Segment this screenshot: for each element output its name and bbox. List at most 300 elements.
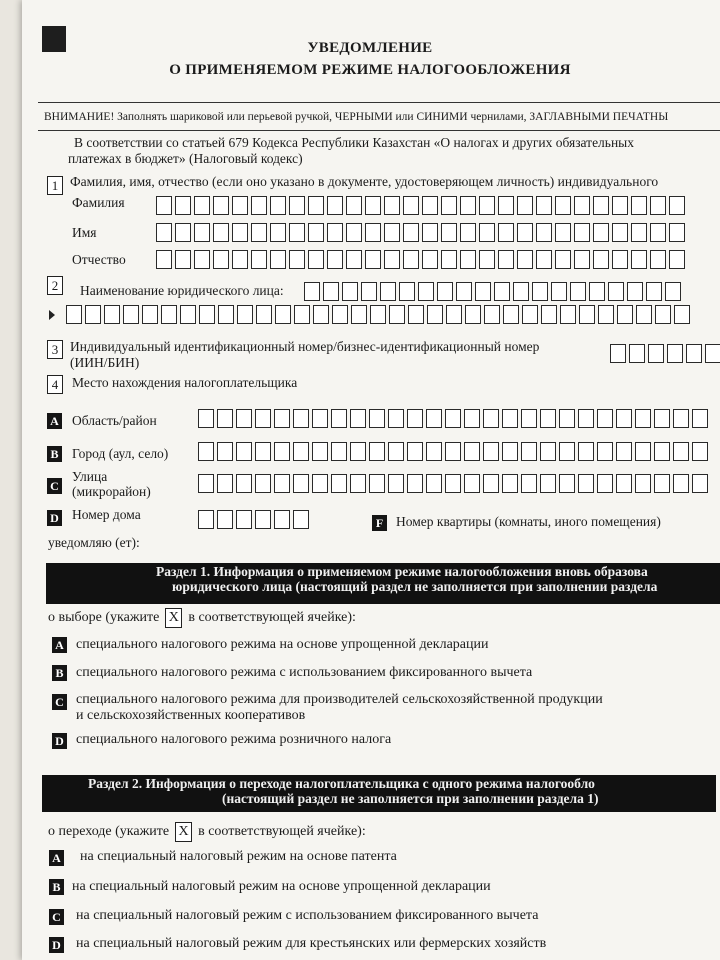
house-number-input[interactable] — [198, 510, 309, 529]
character-cell[interactable] — [304, 282, 320, 301]
character-cell[interactable] — [570, 282, 586, 301]
character-cell[interactable] — [502, 442, 518, 461]
legal-entity-input-line1[interactable] — [304, 282, 681, 301]
character-cell[interactable] — [498, 196, 514, 215]
choice-text-after: в соответствующей ячейке): — [188, 610, 356, 626]
character-cell[interactable] — [437, 282, 453, 301]
character-cell[interactable] — [441, 196, 457, 215]
character-cell[interactable] — [612, 196, 628, 215]
character-cell[interactable] — [331, 442, 347, 461]
character-cell[interactable] — [427, 305, 443, 324]
character-cell[interactable] — [617, 305, 633, 324]
letter-a-icon: A — [47, 413, 62, 429]
section1-header-line2: юридического лица (настоящий раздел не заполняется при заполнении раздела — [172, 579, 658, 594]
character-cell[interactable] — [479, 250, 495, 269]
character-cell[interactable] — [156, 250, 172, 269]
character-cell[interactable] — [464, 474, 480, 493]
character-cell[interactable] — [574, 250, 590, 269]
character-cell[interactable] — [648, 344, 664, 363]
character-cell[interactable] — [399, 282, 415, 301]
character-cell[interactable] — [555, 196, 571, 215]
character-cell[interactable] — [446, 305, 462, 324]
character-cell[interactable] — [635, 442, 651, 461]
character-cell[interactable] — [232, 223, 248, 242]
character-cell[interactable] — [513, 282, 529, 301]
character-cell[interactable] — [692, 442, 708, 461]
character-cell[interactable] — [532, 282, 548, 301]
character-cell[interactable] — [593, 196, 609, 215]
city-input[interactable] — [198, 442, 708, 461]
character-cell[interactable] — [274, 409, 290, 428]
attention-label: ВНИМАНИЕ! — [44, 111, 115, 123]
character-cell[interactable] — [350, 474, 366, 493]
character-cell[interactable] — [521, 474, 537, 493]
surname-label: Фамилия — [72, 195, 125, 210]
character-cell[interactable] — [551, 282, 567, 301]
character-cell[interactable] — [274, 442, 290, 461]
character-cell[interactable] — [460, 250, 476, 269]
character-cell[interactable] — [369, 442, 385, 461]
form-title-line1: УВЕДОМЛЕНИЕ — [307, 40, 433, 56]
character-cell[interactable] — [665, 282, 681, 301]
character-cell[interactable] — [274, 474, 290, 493]
region-label: Область/район — [72, 413, 157, 428]
character-cell[interactable] — [308, 223, 324, 242]
iin-bin-label-line1: Индивидуальный идентификационный номер/бизнес-идентификационный номер — [70, 339, 540, 354]
letter-f-icon: F — [372, 515, 387, 531]
character-cell[interactable] — [351, 305, 367, 324]
character-cell[interactable] — [521, 409, 537, 428]
character-cell[interactable] — [464, 442, 480, 461]
character-cell[interactable] — [312, 474, 328, 493]
letter-a-icon[interactable]: A — [52, 637, 67, 653]
character-cell[interactable] — [408, 305, 424, 324]
character-cell[interactable] — [494, 282, 510, 301]
divider — [38, 102, 720, 103]
character-cell[interactable] — [369, 474, 385, 493]
character-cell[interactable] — [673, 474, 689, 493]
character-cell[interactable] — [479, 223, 495, 242]
character-cell[interactable] — [483, 442, 499, 461]
section2-option-c: на специальный налоговый режим с использованием фиксированного вычета — [76, 908, 539, 923]
legal-entity-input-line2[interactable] — [66, 305, 690, 324]
character-cell[interactable] — [578, 409, 594, 428]
character-cell[interactable] — [498, 223, 514, 242]
character-cell[interactable] — [198, 474, 214, 493]
character-cell[interactable] — [498, 250, 514, 269]
character-cell[interactable] — [218, 305, 234, 324]
character-cell[interactable] — [346, 196, 362, 215]
character-cell[interactable] — [426, 442, 442, 461]
character-cell[interactable] — [365, 196, 381, 215]
section1-option-a: специального налогового режима на основе упрощенной декларации — [76, 637, 489, 652]
character-cell[interactable] — [346, 250, 362, 269]
patronymic-label: Отчество — [72, 252, 126, 267]
character-cell[interactable] — [502, 409, 518, 428]
character-cell[interactable] — [616, 409, 632, 428]
first-name-input[interactable] — [156, 223, 685, 242]
character-cell[interactable] — [275, 305, 291, 324]
character-cell[interactable] — [323, 282, 339, 301]
character-cell[interactable] — [180, 305, 196, 324]
letter-b-icon[interactable]: B — [49, 879, 64, 895]
character-cell[interactable] — [370, 305, 386, 324]
character-cell[interactable] — [237, 305, 253, 324]
character-cell[interactable] — [123, 305, 139, 324]
character-cell[interactable] — [422, 250, 438, 269]
character-cell[interactable] — [289, 250, 305, 269]
character-cell[interactable] — [636, 305, 652, 324]
character-cell[interactable] — [635, 409, 651, 428]
character-cell[interactable] — [646, 282, 662, 301]
character-cell[interactable] — [650, 250, 666, 269]
attention-note — [44, 111, 668, 123]
section1-header-line1: Раздел 1. Информация о применяемом режиме налогообложения вновь образова — [156, 564, 648, 579]
character-cell[interactable] — [559, 442, 575, 461]
character-cell[interactable] — [380, 282, 396, 301]
first-name-label: Имя — [72, 225, 97, 240]
character-cell[interactable] — [574, 223, 590, 242]
section2-header — [42, 775, 716, 812]
character-cell[interactable] — [560, 305, 576, 324]
character-cell[interactable] — [213, 250, 229, 269]
character-cell[interactable] — [293, 510, 309, 529]
character-cell[interactable] — [256, 305, 272, 324]
character-cell[interactable] — [479, 196, 495, 215]
character-cell[interactable] — [631, 223, 647, 242]
character-cell[interactable] — [522, 305, 538, 324]
character-cell[interactable] — [270, 250, 286, 269]
character-cell[interactable] — [705, 344, 720, 363]
character-cell[interactable] — [460, 223, 476, 242]
character-cell[interactable] — [441, 250, 457, 269]
character-cell[interactable] — [612, 223, 628, 242]
character-cell[interactable] — [541, 305, 557, 324]
section1-header — [46, 563, 720, 604]
character-cell[interactable] — [308, 196, 324, 215]
character-cell[interactable] — [597, 409, 613, 428]
character-cell[interactable] — [255, 442, 271, 461]
character-cell[interactable] — [389, 305, 405, 324]
character-cell[interactable] — [403, 223, 419, 242]
section1-option-b: специального налогового режима с использованием фиксированного вычета — [76, 665, 533, 680]
character-cell[interactable] — [312, 442, 328, 461]
apartment-label: Номер квартиры (комнаты, иного помещения) — [396, 514, 661, 529]
character-cell[interactable] — [142, 305, 158, 324]
character-cell[interactable] — [503, 305, 519, 324]
character-cell[interactable] — [361, 282, 377, 301]
character-cell[interactable] — [213, 223, 229, 242]
iin-bin-label-line2: (ИИН/БИН) — [70, 355, 140, 370]
character-cell[interactable] — [655, 305, 671, 324]
letter-d-icon: D — [47, 510, 62, 526]
character-cell[interactable] — [312, 409, 328, 428]
character-cell[interactable] — [175, 223, 191, 242]
character-cell[interactable] — [313, 305, 329, 324]
character-cell[interactable] — [598, 305, 614, 324]
character-cell[interactable] — [610, 344, 626, 363]
character-cell[interactable] — [255, 474, 271, 493]
character-cell[interactable] — [407, 442, 423, 461]
character-cell[interactable] — [654, 409, 670, 428]
character-cell[interactable] — [255, 409, 271, 428]
character-cell[interactable] — [540, 442, 556, 461]
intro-line1: В соответствии со статьей 679 Кодекса Республики Казахстан «О налогах и других обязательных — [74, 135, 634, 150]
character-cell[interactable] — [308, 250, 324, 269]
character-cell[interactable] — [540, 474, 556, 493]
character-cell[interactable] — [331, 409, 347, 428]
character-cell[interactable] — [502, 474, 518, 493]
character-cell[interactable] — [289, 196, 305, 215]
character-cell[interactable] — [384, 223, 400, 242]
character-cell[interactable] — [692, 474, 708, 493]
character-cell[interactable] — [407, 409, 423, 428]
field-number-3: 3 — [47, 340, 63, 359]
character-cell[interactable] — [217, 409, 233, 428]
character-cell[interactable] — [331, 474, 347, 493]
section1-option-c: специального налогового режима для производителей сельскохозяйственной продукции — [76, 692, 603, 707]
section1-choice-instruction — [48, 608, 356, 628]
character-cell[interactable] — [426, 474, 442, 493]
character-cell[interactable] — [674, 305, 690, 324]
character-cell[interactable] — [460, 196, 476, 215]
character-cell[interactable] — [369, 409, 385, 428]
character-cell[interactable] — [536, 223, 552, 242]
character-cell[interactable] — [217, 442, 233, 461]
character-cell[interactable] — [521, 442, 537, 461]
character-cell[interactable] — [199, 305, 215, 324]
character-cell[interactable] — [483, 474, 499, 493]
character-cell[interactable] — [327, 196, 343, 215]
character-cell[interactable] — [456, 282, 472, 301]
character-cell[interactable] — [669, 196, 685, 215]
character-cell[interactable] — [593, 250, 609, 269]
character-cell[interactable] — [293, 409, 309, 428]
character-cell[interactable] — [631, 196, 647, 215]
character-cell[interactable] — [293, 442, 309, 461]
letter-d-icon[interactable]: D — [52, 733, 67, 749]
character-cell[interactable] — [475, 282, 491, 301]
letter-c-icon: C — [47, 478, 62, 494]
character-cell[interactable] — [198, 442, 214, 461]
character-cell[interactable] — [365, 223, 381, 242]
character-cell[interactable] — [465, 305, 481, 324]
character-cell[interactable] — [388, 409, 404, 428]
letter-c-icon[interactable]: C — [52, 694, 67, 710]
character-cell[interactable] — [270, 223, 286, 242]
section2-option-d: на специальный налоговый режим для крестьянских или фермерских хозяйств — [76, 936, 547, 951]
character-cell[interactable] — [673, 409, 689, 428]
character-cell[interactable] — [217, 510, 233, 529]
character-cell[interactable] — [294, 305, 310, 324]
character-cell[interactable] — [332, 305, 348, 324]
character-cell[interactable] — [578, 474, 594, 493]
character-cell[interactable] — [232, 196, 248, 215]
city-label: Город (аул, село) — [72, 446, 169, 461]
character-cell[interactable] — [555, 223, 571, 242]
character-cell[interactable] — [686, 344, 702, 363]
character-cell[interactable] — [667, 344, 683, 363]
character-cell[interactable] — [350, 409, 366, 428]
character-cell[interactable] — [593, 223, 609, 242]
section2-option-a: на специальный налоговый режим на основе патента — [80, 849, 397, 864]
location-label: Место нахождения налогоплательщика — [72, 375, 298, 390]
character-cell[interactable] — [616, 442, 632, 461]
letter-d-icon[interactable]: D — [49, 937, 64, 953]
character-cell[interactable] — [175, 196, 191, 215]
patronymic-input[interactable] — [156, 250, 685, 269]
character-cell[interactable] — [426, 409, 442, 428]
character-cell[interactable] — [384, 196, 400, 215]
character-cell[interactable] — [559, 409, 575, 428]
character-cell[interactable] — [422, 223, 438, 242]
character-cell[interactable] — [403, 196, 419, 215]
character-cell[interactable] — [403, 250, 419, 269]
character-cell[interactable] — [236, 474, 252, 493]
attention-text: Заполнять шариковой или перьевой ручкой, ЧЕРНЫМИ или СИНИМИ чернилами, ЗАГЛАВНЫМИ ПЕЧАТНЫ — [114, 111, 669, 123]
street-input[interactable] — [198, 474, 708, 493]
character-cell[interactable] — [194, 250, 210, 269]
character-cell[interactable] — [536, 196, 552, 215]
character-cell[interactable] — [445, 409, 461, 428]
x-mark-example: X — [165, 608, 182, 628]
character-cell[interactable] — [635, 474, 651, 493]
character-cell[interactable] — [365, 250, 381, 269]
surname-input[interactable] — [156, 196, 685, 215]
field-number-4: 4 — [47, 375, 63, 394]
character-cell[interactable] — [232, 250, 248, 269]
character-cell[interactable] — [289, 223, 305, 242]
character-cell[interactable] — [536, 250, 552, 269]
character-cell[interactable] — [669, 250, 685, 269]
character-cell[interactable] — [441, 223, 457, 242]
character-cell[interactable] — [517, 223, 533, 242]
choice-text-before: о выборе (укажите — [48, 610, 160, 626]
letter-b-icon: B — [47, 446, 62, 462]
character-cell[interactable] — [579, 305, 595, 324]
character-cell[interactable] — [422, 196, 438, 215]
character-cell[interactable] — [578, 442, 594, 461]
character-cell[interactable] — [161, 305, 177, 324]
character-cell[interactable] — [251, 196, 267, 215]
character-cell[interactable] — [654, 442, 670, 461]
character-cell[interactable] — [236, 409, 252, 428]
character-cell[interactable] — [194, 196, 210, 215]
character-cell[interactable] — [484, 305, 500, 324]
character-cell[interactable] — [274, 510, 290, 529]
character-cell[interactable] — [251, 250, 267, 269]
character-cell[interactable] — [342, 282, 358, 301]
divider — [38, 130, 720, 131]
character-cell[interactable] — [627, 282, 643, 301]
character-cell[interactable] — [650, 196, 666, 215]
section1-option-d: специального налогового режима розничного налога — [76, 732, 392, 747]
character-cell[interactable] — [255, 510, 271, 529]
character-cell[interactable] — [483, 409, 499, 428]
character-cell[interactable] — [418, 282, 434, 301]
character-cell[interactable] — [445, 442, 461, 461]
character-cell[interactable] — [236, 510, 252, 529]
section2-choice-instruction — [48, 822, 366, 842]
field-number-2: 2 — [47, 276, 63, 295]
character-cell[interactable] — [589, 282, 605, 301]
character-cell[interactable] — [85, 305, 101, 324]
character-cell[interactable] — [270, 196, 286, 215]
character-cell[interactable] — [346, 223, 362, 242]
continuation-arrow-icon — [49, 310, 55, 320]
character-cell[interactable] — [156, 223, 172, 242]
section2-header-line1: Раздел 2. Информация о переходе налогоплательщика с одного режима налогообло — [88, 776, 595, 791]
character-cell[interactable] — [464, 409, 480, 428]
field1-label: Фамилия, имя, отчество (если оно указано в документе, удостоверяющем личность) индивидуального — [70, 174, 659, 189]
section2-header-line2: (настоящий раздел не заполняется при заполнении раздела 1) — [222, 791, 599, 806]
character-cell[interactable] — [388, 474, 404, 493]
character-cell[interactable] — [104, 305, 120, 324]
character-cell[interactable] — [293, 474, 309, 493]
character-cell[interactable] — [517, 250, 533, 269]
iin-bin-input[interactable] — [610, 344, 720, 363]
character-cell[interactable] — [251, 223, 267, 242]
character-cell[interactable] — [654, 474, 670, 493]
character-cell[interactable] — [673, 442, 689, 461]
choice-text-before: о переходе (укажите — [48, 824, 170, 840]
character-cell[interactable] — [388, 442, 404, 461]
character-cell[interactable] — [597, 442, 613, 461]
character-cell[interactable] — [631, 250, 647, 269]
character-cell[interactable] — [156, 196, 172, 215]
character-cell[interactable] — [692, 409, 708, 428]
character-cell[interactable] — [559, 474, 575, 493]
field-number-1: 1 — [47, 176, 63, 195]
character-cell[interactable] — [555, 250, 571, 269]
character-cell[interactable] — [608, 282, 624, 301]
character-cell[interactable] — [612, 250, 628, 269]
street-label-line2: (микрорайон) — [72, 484, 151, 499]
character-cell[interactable] — [66, 305, 82, 324]
character-cell[interactable] — [198, 510, 214, 529]
character-cell[interactable] — [407, 474, 423, 493]
character-cell[interactable] — [540, 409, 556, 428]
character-cell[interactable] — [236, 442, 252, 461]
character-cell[interactable] — [629, 344, 645, 363]
section1-option-c-line2: и сельскохозяйственных кооперативов — [76, 708, 306, 723]
character-cell[interactable] — [597, 474, 613, 493]
character-cell[interactable] — [175, 250, 191, 269]
character-cell[interactable] — [198, 409, 214, 428]
legal-entity-label: Наименование юридического лица: — [80, 283, 284, 298]
letter-a-icon[interactable]: A — [49, 850, 64, 866]
character-cell[interactable] — [669, 223, 685, 242]
character-cell[interactable] — [616, 474, 632, 493]
character-cell[interactable] — [194, 223, 210, 242]
character-cell[interactable] — [213, 196, 229, 215]
character-cell[interactable] — [384, 250, 400, 269]
intro-line2: платежах в бюджет» (Налоговый кодекс) — [68, 151, 303, 166]
character-cell[interactable] — [517, 196, 533, 215]
letter-c-icon[interactable]: C — [49, 909, 64, 925]
character-cell[interactable] — [650, 223, 666, 242]
street-label-line1: Улица — [72, 469, 108, 484]
character-cell[interactable] — [350, 442, 366, 461]
region-input[interactable] — [198, 409, 708, 428]
character-cell[interactable] — [217, 474, 233, 493]
character-cell[interactable] — [445, 474, 461, 493]
character-cell[interactable] — [327, 223, 343, 242]
letter-b-icon[interactable]: B — [52, 665, 67, 681]
character-cell[interactable] — [574, 196, 590, 215]
character-cell[interactable] — [327, 250, 343, 269]
form-title-line2: О ПРИМЕНЯЕМОМ РЕЖИМЕ НАЛОГООБЛОЖЕНИЯ — [169, 62, 571, 78]
